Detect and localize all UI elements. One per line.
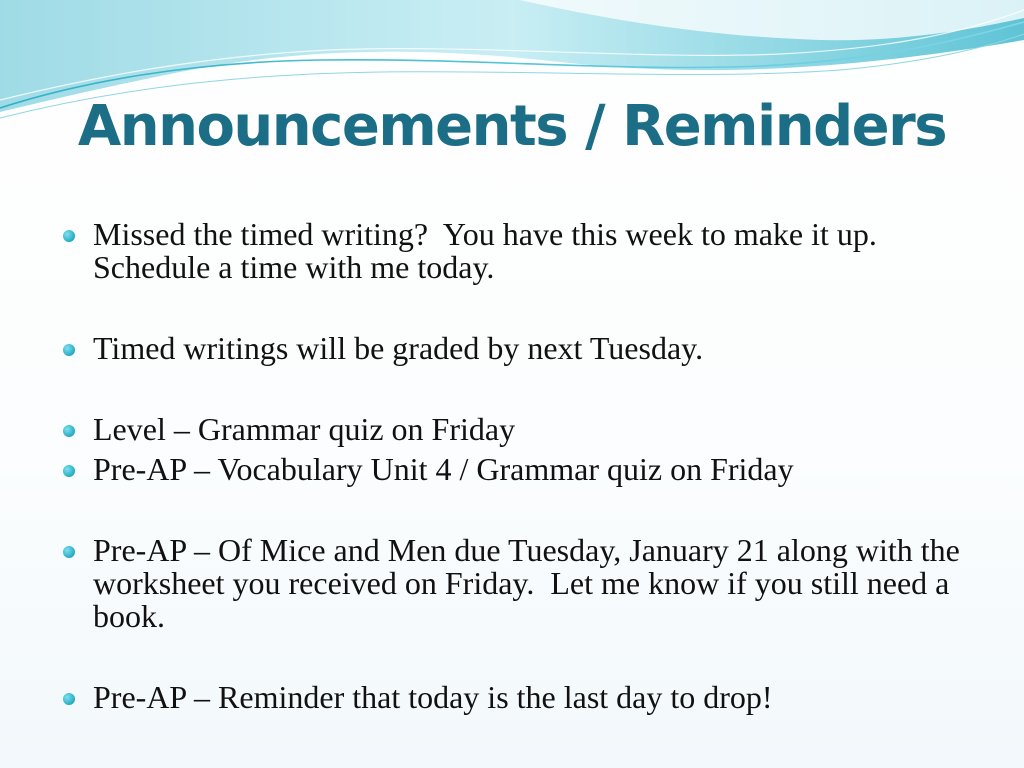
bullet-text: Pre-AP – Of Mice and Men due Tuesday, January 21 along with the worksheet you received on Friday. Let me know if you still need a book. [93,532,968,634]
slide-title: Announcements / Reminders [77,94,947,159]
bullet-item [62,218,962,284]
bullet-item [62,332,962,365]
bullet-item [62,413,962,446]
bullet-list [62,216,968,715]
bullet-dot-icon [63,425,75,437]
bullet-dot-icon [63,546,75,558]
bullet-text: Pre-AP – Reminder that today is the last day to drop! [93,679,773,715]
bullet-dot-icon [63,344,75,356]
bullet-text: Timed writings will be graded by next Tuesday. [93,330,704,366]
bullet-item [62,453,962,486]
bullet-text: Missed the timed writing? You have this week to make it up. Schedule a time with me today. [93,216,893,285]
bullet-item [62,532,968,634]
bullet-text: Pre-AP – Vocabulary Unit 4 / Grammar quiz on Friday [93,451,794,487]
bullet-dot-icon [63,230,75,242]
bullet-item [62,681,962,714]
bullet-dot-icon [63,465,75,477]
bullet-text: Level – Grammar quiz on Friday [93,411,516,447]
bullet-dot-icon [63,693,75,705]
